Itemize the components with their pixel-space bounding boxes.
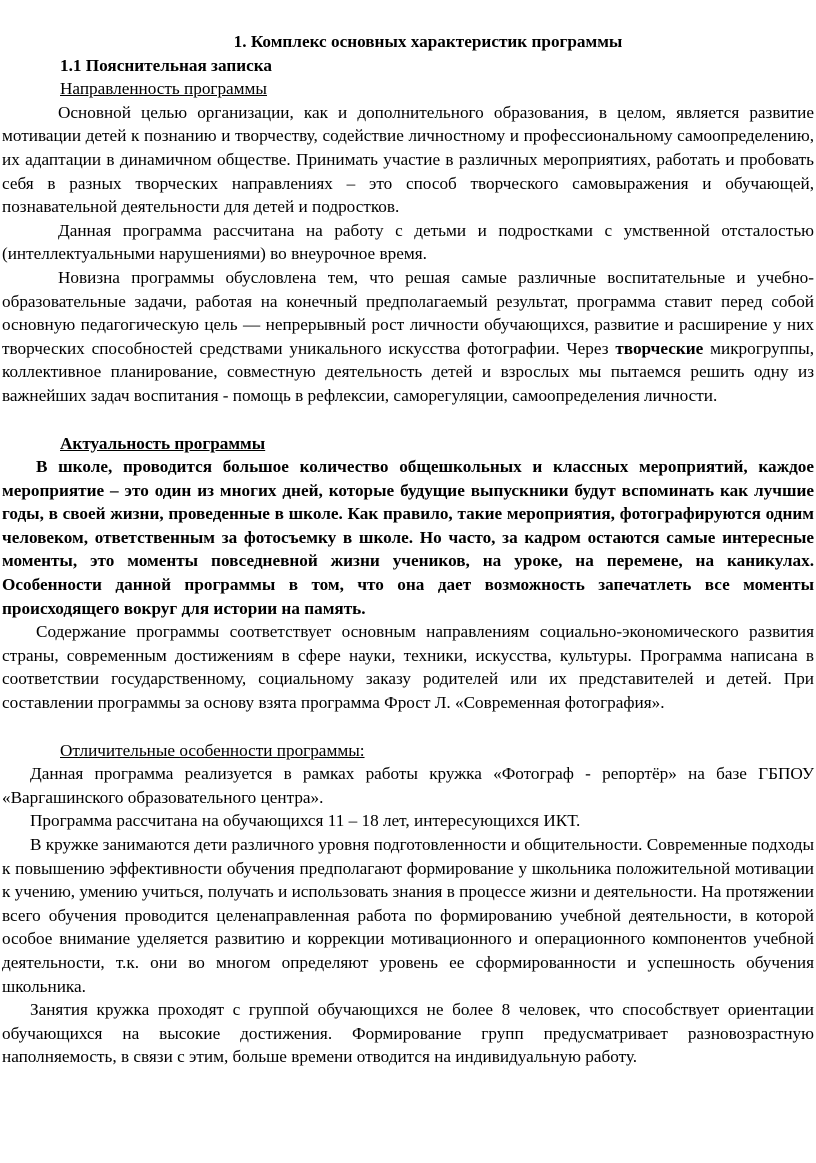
intro-paragraph: Данная программа рассчитана на работу с детьми и подростками с умственной отсталостью (интеллектуальными нарушениями) во внеурочное время. <box>2 220 814 264</box>
features-paragraph: Данная программа реализуется в рамках работы кружка «Фотограф - репортёр» на базе ГБПОУ «Варгашинского образовательного центра». <box>2 764 814 807</box>
relevance-bold-paragraph: В школе, проводится большое количество общешкольных и классных мероприятий, каждое мероприятие – это один из многих дней, которые будущие выпускники будут вспоминать как лучшие годы, в своей жизни, проведенные в школе. Как правило, такие мероприятия, фотографируются одним человеком, ответственным за фотосъемку в школе. Но часто, за кадром остаются самые интересные моменты, это моменты повседневной жизни учеников, на уроке, на перемене, на каникулах. Особенности данной программы в том, что она дает возможность запечатлеть все моменты происходящего вокруг для истории на память. <box>2 457 814 618</box>
novelty-text-start: Новизна программы обусловлена тем, что решая самые различные воспитательные и учебно-образовательные задачи, работая на конечный предполагаемый результат, программа ставит перед собой основную педагогическую цель — непрерывный рост личности обучающихся, развитие и расширение у них творческих способностей средствами уникального искусства фотографии. Через <box>2 267 814 358</box>
novelty-bold-word: творческие <box>615 338 704 358</box>
relevance-heading: Актуальность программы <box>60 433 266 453</box>
intro-paragraph: Основной целью организации, как и дополнительного образования, в целом, является развитие мотивации детей к познанию и творчеству, содействие личностному и профессиональному самоопределению, их адаптации в динамичном обществе. Принимать участие в различных мероприятиях, работать и пробовать себя в разных творческих направлениях – это способ творческого самовыражения и обучающей, познавательной деятельности для детей и подростков. <box>2 102 814 217</box>
relevance-content-paragraph: Содержание программы соответствует основным направлениям социально-экономического развития страны, современным достижениям в сфере науки, техники, искусства, культуры. Программа написана в соответствии государственному, социальному заказу родителей или их представителей и детей. При составлении программы за основу взята программа Фрост Л. «Современная фотография». <box>2 622 814 713</box>
spacer <box>2 408 814 432</box>
section-subtitle: 1.1 Пояснительная записка <box>60 55 272 75</box>
features-paragraph: Программа рассчитана на обучающихся 11 – 18 лет, интересующихся ИКТ. <box>30 811 581 831</box>
features-paragraph: Занятия кружка проходят с группой обучающихся не более 8 человек, что способствует ориентации обучающихся на высокие достижения. Формирование групп предусматривает разновозрастную наполняемость, в связи с этим, больше времени отводится на индивидуальную работу. <box>2 1000 814 1067</box>
spacer <box>2 715 814 739</box>
document-title: 1. Комплекс основных характеристик программы <box>233 32 623 51</box>
features-paragraph: В кружке занимаются дети различного уровня подготовленности и общительности. Современные подходы к повышению эффективности обучения предполагают формирование у школьника положительной мотивации к учению, умению учиться, получать и использовать знания в процессе жизни и деятельности. На протяжении всего обучения проводится целенаправленная работа по формированию учебной деятельности, в которой особое внимание уделяется развитию и коррекции мотивационного и операционного компонентов учебной деятельности, т.к. они во многом определяют уровень ее сформированности и успешность обучения школьника. <box>2 835 814 996</box>
features-heading: Отличительные особенности программы: <box>60 740 365 760</box>
novelty-paragraph <box>2 266 814 408</box>
orientation-heading: Направленность программы <box>60 79 267 99</box>
novelty-text-end: микрогруппы, коллективное планирование, совместную деятельность детей и взрослых мы пытаемся решить одну из важнейших задач воспитания - помощь в рефлексии, саморегуляции, самоопределения личности. <box>2 338 814 405</box>
